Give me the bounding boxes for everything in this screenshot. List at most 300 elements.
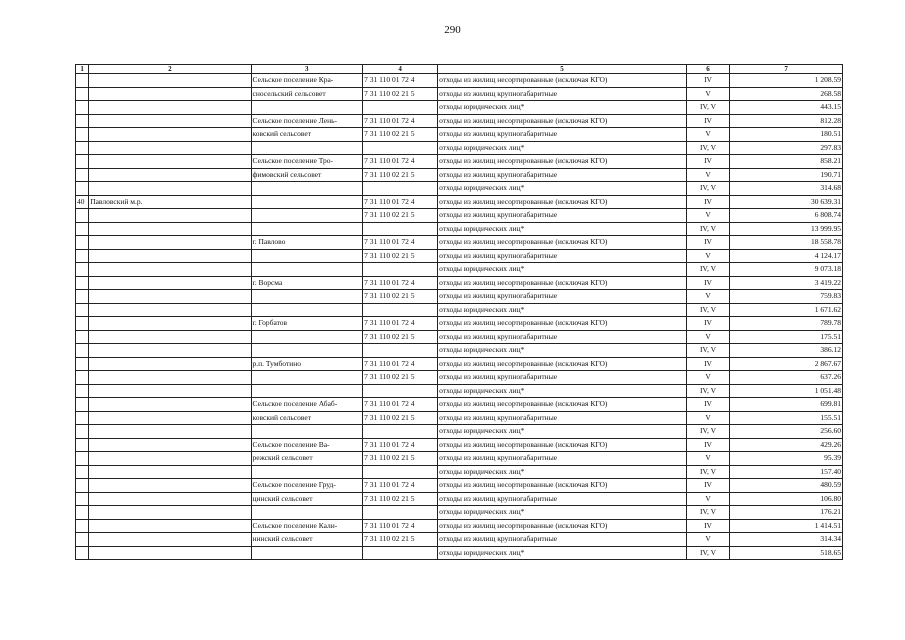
waste-code-cell: 7 31 110 02 21 5 <box>363 452 438 466</box>
district-name-cell <box>89 344 251 358</box>
settlement-name-cell <box>251 546 363 560</box>
settlement-name-cell <box>251 506 363 520</box>
district-name-cell <box>89 425 251 439</box>
row-number-cell <box>76 546 89 560</box>
row-number-cell <box>76 384 89 398</box>
waste-code-cell <box>363 546 438 560</box>
table-row <box>76 182 843 196</box>
table-row <box>76 533 843 547</box>
district-name-cell <box>89 452 251 466</box>
row-number-cell: 40 <box>76 195 89 209</box>
hazard-class-cell: IV <box>686 195 730 209</box>
hazard-class-cell: IV, V <box>686 263 730 277</box>
table-row <box>76 101 843 115</box>
hazard-class-cell: V <box>686 452 730 466</box>
waste-code-cell: 7 31 110 02 21 5 <box>363 411 438 425</box>
waste-type-cell: отходы юридических лиц* <box>438 303 687 317</box>
settlement-name-cell <box>251 303 363 317</box>
hazard-class-cell: IV <box>686 519 730 533</box>
district-name-cell <box>89 371 251 385</box>
table-body <box>76 74 843 560</box>
row-number-cell <box>76 128 89 142</box>
row-number-cell <box>76 425 89 439</box>
waste-table <box>75 64 843 560</box>
waste-type-cell: отходы из жилищ крупногабаритные <box>438 290 687 304</box>
volume-cell: 429.26 <box>730 438 843 452</box>
district-name-cell <box>89 479 251 493</box>
waste-code-cell <box>363 182 438 196</box>
table-row <box>76 438 843 452</box>
settlement-name-cell: Сельское поселение Лень- <box>251 114 363 128</box>
volume-cell: 1 051.48 <box>730 384 843 398</box>
volume-cell: 190.71 <box>730 168 843 182</box>
waste-code-cell: 7 31 110 02 21 5 <box>363 87 438 101</box>
waste-code-cell: 7 31 110 02 21 5 <box>363 168 438 182</box>
row-number-cell <box>76 357 89 371</box>
waste-code-cell <box>363 101 438 115</box>
waste-code-cell: 7 31 110 01 72 4 <box>363 438 438 452</box>
table-row <box>76 317 843 331</box>
column-header-3: 3 <box>251 65 363 74</box>
volume-cell: 297.83 <box>730 141 843 155</box>
hazard-class-cell: V <box>686 209 730 223</box>
waste-type-cell: отходы из жилищ крупногабаритные <box>438 452 687 466</box>
volume-cell: 13 999.95 <box>730 222 843 236</box>
settlement-name-cell <box>251 141 363 155</box>
settlement-name-cell <box>251 425 363 439</box>
volume-cell: 518.65 <box>730 546 843 560</box>
hazard-class-cell: V <box>686 128 730 142</box>
table-row <box>76 249 843 263</box>
hazard-class-cell: V <box>686 371 730 385</box>
table-row <box>76 155 843 169</box>
district-name-cell <box>89 141 251 155</box>
hazard-class-cell: IV <box>686 155 730 169</box>
waste-type-cell: отходы юридических лиц* <box>438 101 687 115</box>
row-number-cell <box>76 249 89 263</box>
row-number-cell <box>76 330 89 344</box>
table-row <box>76 371 843 385</box>
settlement-name-cell: сносельский сельсовет <box>251 87 363 101</box>
row-number-cell <box>76 74 89 88</box>
waste-type-cell: отходы из жилищ несортированные (исключая КГО) <box>438 357 687 371</box>
settlement-name-cell: ковский сельсовет <box>251 128 363 142</box>
hazard-class-cell: V <box>686 249 730 263</box>
table-row <box>76 128 843 142</box>
row-number-cell <box>76 101 89 115</box>
column-header-4: 4 <box>363 65 438 74</box>
district-name-cell <box>89 128 251 142</box>
row-number-cell <box>76 506 89 520</box>
row-number-cell <box>76 303 89 317</box>
district-name-cell <box>89 357 251 371</box>
row-number-cell <box>76 87 89 101</box>
volume-cell: 256.60 <box>730 425 843 439</box>
waste-code-cell: 7 31 110 01 72 4 <box>363 155 438 169</box>
waste-code-cell <box>363 465 438 479</box>
waste-type-cell: отходы из жилищ несортированные (исключая КГО) <box>438 479 687 493</box>
settlement-name-cell: г. Ворсма <box>251 276 363 290</box>
district-name-cell <box>89 249 251 263</box>
waste-type-cell: отходы из жилищ несортированные (исключая КГО) <box>438 276 687 290</box>
district-name-cell <box>89 519 251 533</box>
table-row <box>76 479 843 493</box>
waste-code-cell: 7 31 110 01 72 4 <box>363 317 438 331</box>
settlement-name-cell: Сельское поселение Груд- <box>251 479 363 493</box>
waste-type-cell: отходы юридических лиц* <box>438 141 687 155</box>
waste-type-cell: отходы из жилищ крупногабаритные <box>438 371 687 385</box>
waste-code-cell: 7 31 110 02 21 5 <box>363 371 438 385</box>
waste-type-cell: отходы из жилищ несортированные (исключая КГО) <box>438 236 687 250</box>
table-header <box>76 65 843 74</box>
settlement-name-cell: р.п. Тумботино <box>251 357 363 371</box>
table-row <box>76 87 843 101</box>
hazard-class-cell: IV, V <box>686 222 730 236</box>
waste-type-cell: отходы из жилищ несортированные (исключая КГО) <box>438 155 687 169</box>
waste-type-cell: отходы юридических лиц* <box>438 465 687 479</box>
hazard-class-cell: V <box>686 290 730 304</box>
district-name-cell <box>89 398 251 412</box>
row-number-cell <box>76 168 89 182</box>
waste-code-cell: 7 31 110 02 21 5 <box>363 330 438 344</box>
waste-code-cell: 7 31 110 01 72 4 <box>363 114 438 128</box>
volume-cell: 176.21 <box>730 506 843 520</box>
volume-cell: 30 639.31 <box>730 195 843 209</box>
district-name-cell: Павловский м.р. <box>89 195 251 209</box>
row-number-cell <box>76 236 89 250</box>
settlement-name-cell <box>251 249 363 263</box>
row-number-cell <box>76 141 89 155</box>
settlement-name-cell <box>251 344 363 358</box>
table-row <box>76 195 843 209</box>
volume-cell: 699.81 <box>730 398 843 412</box>
hazard-class-cell: IV, V <box>686 384 730 398</box>
district-name-cell <box>89 303 251 317</box>
row-number-cell <box>76 344 89 358</box>
volume-cell: 386.12 <box>730 344 843 358</box>
district-name-cell <box>89 533 251 547</box>
volume-cell: 1 208.59 <box>730 74 843 88</box>
row-number-cell <box>76 263 89 277</box>
volume-cell: 3 419.22 <box>730 276 843 290</box>
column-header-5: 5 <box>438 65 687 74</box>
district-name-cell <box>89 330 251 344</box>
volume-cell: 1 414.51 <box>730 519 843 533</box>
waste-type-cell: отходы из жилищ крупногабаритные <box>438 87 687 101</box>
page-number: 290 <box>444 24 461 36</box>
settlement-name-cell <box>251 101 363 115</box>
district-name-cell <box>89 546 251 560</box>
district-name-cell <box>89 101 251 115</box>
waste-type-cell: отходы юридических лиц* <box>438 263 687 277</box>
settlement-name-cell: цинский сельсовет <box>251 492 363 506</box>
waste-code-cell: 7 31 110 01 72 4 <box>363 357 438 371</box>
settlement-name-cell: Сельское поселение Тро- <box>251 155 363 169</box>
settlement-name-cell: Сельское поселение Ва- <box>251 438 363 452</box>
volume-cell: 175.51 <box>730 330 843 344</box>
table-row <box>76 506 843 520</box>
waste-code-cell: 7 31 110 01 72 4 <box>363 276 438 290</box>
hazard-class-cell: IV, V <box>686 425 730 439</box>
settlement-name-cell: Сельское поселение Кали- <box>251 519 363 533</box>
district-name-cell <box>89 492 251 506</box>
district-name-cell <box>89 114 251 128</box>
table-row <box>76 276 843 290</box>
settlement-name-cell <box>251 384 363 398</box>
settlement-name-cell: Сельское поселение Кра- <box>251 74 363 88</box>
row-number-cell <box>76 114 89 128</box>
waste-type-cell: отходы юридических лиц* <box>438 425 687 439</box>
hazard-class-cell: V <box>686 411 730 425</box>
waste-type-cell: отходы из жилищ крупногабаритные <box>438 411 687 425</box>
hazard-class-cell: IV, V <box>686 182 730 196</box>
volume-cell: 180.51 <box>730 128 843 142</box>
waste-type-cell: отходы из жилищ крупногабаритные <box>438 330 687 344</box>
waste-code-cell: 7 31 110 01 72 4 <box>363 195 438 209</box>
row-number-cell <box>76 465 89 479</box>
waste-type-cell: отходы из жилищ крупногабаритные <box>438 128 687 142</box>
table-row <box>76 398 843 412</box>
hazard-class-cell: V <box>686 168 730 182</box>
settlement-name-cell: г. Павлово <box>251 236 363 250</box>
row-number-cell <box>76 479 89 493</box>
table-row <box>76 425 843 439</box>
volume-cell: 314.34 <box>730 533 843 547</box>
hazard-class-cell: IV <box>686 317 730 331</box>
waste-code-cell <box>363 303 438 317</box>
hazard-class-cell: V <box>686 492 730 506</box>
hazard-class-cell: IV <box>686 114 730 128</box>
volume-cell: 637.26 <box>730 371 843 385</box>
waste-type-cell: отходы из жилищ несортированные (исключая КГО) <box>438 317 687 331</box>
district-name-cell <box>89 87 251 101</box>
volume-cell: 443.15 <box>730 101 843 115</box>
hazard-class-cell: IV, V <box>686 546 730 560</box>
waste-code-cell <box>363 506 438 520</box>
hazard-class-cell: V <box>686 330 730 344</box>
row-number-cell <box>76 371 89 385</box>
district-name-cell <box>89 209 251 223</box>
volume-cell: 789.78 <box>730 317 843 331</box>
table-row <box>76 357 843 371</box>
row-number-cell <box>76 317 89 331</box>
row-number-cell <box>76 209 89 223</box>
volume-cell: 106.80 <box>730 492 843 506</box>
column-header-1: 1 <box>76 65 89 74</box>
settlement-name-cell <box>251 195 363 209</box>
waste-type-cell: отходы юридических лиц* <box>438 506 687 520</box>
waste-type-cell: отходы из жилищ крупногабаритные <box>438 209 687 223</box>
hazard-class-cell: IV <box>686 276 730 290</box>
settlement-name-cell <box>251 371 363 385</box>
settlement-name-cell: ковский сельсовет <box>251 411 363 425</box>
waste-type-cell: отходы юридических лиц* <box>438 222 687 236</box>
volume-cell: 18 558.78 <box>730 236 843 250</box>
table-row <box>76 168 843 182</box>
waste-type-cell: отходы юридических лиц* <box>438 384 687 398</box>
waste-code-cell: 7 31 110 02 21 5 <box>363 249 438 263</box>
settlement-name-cell <box>251 209 363 223</box>
table-row <box>76 546 843 560</box>
volume-cell: 759.83 <box>730 290 843 304</box>
table-row <box>76 209 843 223</box>
hazard-class-cell: V <box>686 87 730 101</box>
row-number-cell <box>76 519 89 533</box>
waste-code-cell <box>363 222 438 236</box>
district-name-cell <box>89 74 251 88</box>
hazard-class-cell: IV, V <box>686 465 730 479</box>
volume-cell: 1 671.62 <box>730 303 843 317</box>
waste-type-cell: отходы из жилищ несортированные (исключая КГО) <box>438 438 687 452</box>
settlement-name-cell: режский сельсовет <box>251 452 363 466</box>
waste-code-cell: 7 31 110 01 72 4 <box>363 236 438 250</box>
settlement-name-cell <box>251 263 363 277</box>
volume-cell: 314.68 <box>730 182 843 196</box>
hazard-class-cell: IV, V <box>686 303 730 317</box>
waste-type-cell: отходы юридических лиц* <box>438 182 687 196</box>
hazard-class-cell: IV, V <box>686 101 730 115</box>
hazard-class-cell: IV, V <box>686 506 730 520</box>
district-name-cell <box>89 263 251 277</box>
volume-cell: 2 867.67 <box>730 357 843 371</box>
table-row <box>76 74 843 88</box>
hazard-class-cell: IV <box>686 357 730 371</box>
district-name-cell <box>89 168 251 182</box>
volume-cell: 9 073.18 <box>730 263 843 277</box>
hazard-class-cell: IV <box>686 398 730 412</box>
waste-type-cell: отходы из жилищ несортированные (исключая КГО) <box>438 114 687 128</box>
settlement-name-cell: нинский сельсовет <box>251 533 363 547</box>
district-name-cell <box>89 290 251 304</box>
waste-type-cell: отходы из жилищ крупногабаритные <box>438 249 687 263</box>
waste-code-cell: 7 31 110 02 21 5 <box>363 290 438 304</box>
settlement-name-cell: фимовский сельсовет <box>251 168 363 182</box>
row-number-cell <box>76 398 89 412</box>
hazard-class-cell: V <box>686 533 730 547</box>
settlement-name-cell: Сельское поселение Абаб- <box>251 398 363 412</box>
waste-code-cell <box>363 141 438 155</box>
district-name-cell <box>89 155 251 169</box>
settlement-name-cell <box>251 330 363 344</box>
row-number-cell <box>76 182 89 196</box>
waste-type-cell: отходы из жилищ несортированные (исключая КГО) <box>438 398 687 412</box>
district-name-cell <box>89 506 251 520</box>
row-number-cell <box>76 290 89 304</box>
volume-cell: 268.58 <box>730 87 843 101</box>
table-row <box>76 492 843 506</box>
table-row <box>76 344 843 358</box>
table-row <box>76 222 843 236</box>
table-row <box>76 384 843 398</box>
waste-code-cell: 7 31 110 02 21 5 <box>363 128 438 142</box>
district-name-cell <box>89 236 251 250</box>
settlement-name-cell <box>251 222 363 236</box>
row-number-cell <box>76 276 89 290</box>
hazard-class-cell: IV <box>686 236 730 250</box>
volume-cell: 155.51 <box>730 411 843 425</box>
district-name-cell <box>89 182 251 196</box>
waste-code-cell <box>363 263 438 277</box>
settlement-name-cell <box>251 182 363 196</box>
table-row <box>76 263 843 277</box>
volume-cell: 4 124.17 <box>730 249 843 263</box>
volume-cell: 95.39 <box>730 452 843 466</box>
header-row <box>76 65 843 74</box>
column-header-7: 7 <box>730 65 843 74</box>
district-name-cell <box>89 411 251 425</box>
waste-type-cell: отходы из жилищ несортированные (исключая КГО) <box>438 74 687 88</box>
waste-type-cell: отходы из жилищ крупногабаритные <box>438 533 687 547</box>
waste-code-cell: 7 31 110 02 21 5 <box>363 209 438 223</box>
waste-code-cell: 7 31 110 01 72 4 <box>363 519 438 533</box>
column-header-6: 6 <box>686 65 730 74</box>
table-row <box>76 519 843 533</box>
waste-code-cell <box>363 384 438 398</box>
table-row <box>76 236 843 250</box>
district-name-cell <box>89 384 251 398</box>
waste-type-cell: отходы из жилищ крупногабаритные <box>438 168 687 182</box>
waste-code-cell: 7 31 110 01 72 4 <box>363 74 438 88</box>
waste-code-cell: 7 31 110 02 21 5 <box>363 533 438 547</box>
waste-code-cell <box>363 425 438 439</box>
table-row <box>76 330 843 344</box>
row-number-cell <box>76 533 89 547</box>
settlement-name-cell <box>251 290 363 304</box>
district-name-cell <box>89 317 251 331</box>
table-row <box>76 290 843 304</box>
table-row <box>76 141 843 155</box>
settlement-name-cell: г. Горбатов <box>251 317 363 331</box>
district-name-cell <box>89 438 251 452</box>
district-name-cell <box>89 276 251 290</box>
waste-type-cell: отходы из жилищ несортированные (исключая КГО) <box>438 519 687 533</box>
row-number-cell <box>76 438 89 452</box>
waste-code-cell <box>363 344 438 358</box>
volume-cell: 157.40 <box>730 465 843 479</box>
row-number-cell <box>76 492 89 506</box>
district-name-cell <box>89 465 251 479</box>
district-name-cell <box>89 222 251 236</box>
waste-type-cell: отходы из жилищ несортированные (исключая КГО) <box>438 195 687 209</box>
table-row <box>76 452 843 466</box>
table-row <box>76 465 843 479</box>
volume-cell: 812.28 <box>730 114 843 128</box>
table-row <box>76 303 843 317</box>
table-row <box>76 114 843 128</box>
waste-type-cell: отходы юридических лиц* <box>438 546 687 560</box>
settlement-name-cell <box>251 465 363 479</box>
row-number-cell <box>76 411 89 425</box>
row-number-cell <box>76 452 89 466</box>
row-number-cell <box>76 155 89 169</box>
waste-code-cell: 7 31 110 01 72 4 <box>363 398 438 412</box>
column-header-2: 2 <box>89 65 251 74</box>
row-number-cell <box>76 222 89 236</box>
volume-cell: 480.59 <box>730 479 843 493</box>
table-row <box>76 411 843 425</box>
hazard-class-cell: IV <box>686 74 730 88</box>
volume-cell: 858.21 <box>730 155 843 169</box>
hazard-class-cell: IV, V <box>686 344 730 358</box>
waste-type-cell: отходы юридических лиц* <box>438 344 687 358</box>
waste-code-cell: 7 31 110 01 72 4 <box>363 479 438 493</box>
hazard-class-cell: IV, V <box>686 141 730 155</box>
volume-cell: 6 808.74 <box>730 209 843 223</box>
waste-code-cell: 7 31 110 02 21 5 <box>363 492 438 506</box>
waste-type-cell: отходы из жилищ крупногабаритные <box>438 492 687 506</box>
hazard-class-cell: IV <box>686 438 730 452</box>
hazard-class-cell: IV <box>686 479 730 493</box>
